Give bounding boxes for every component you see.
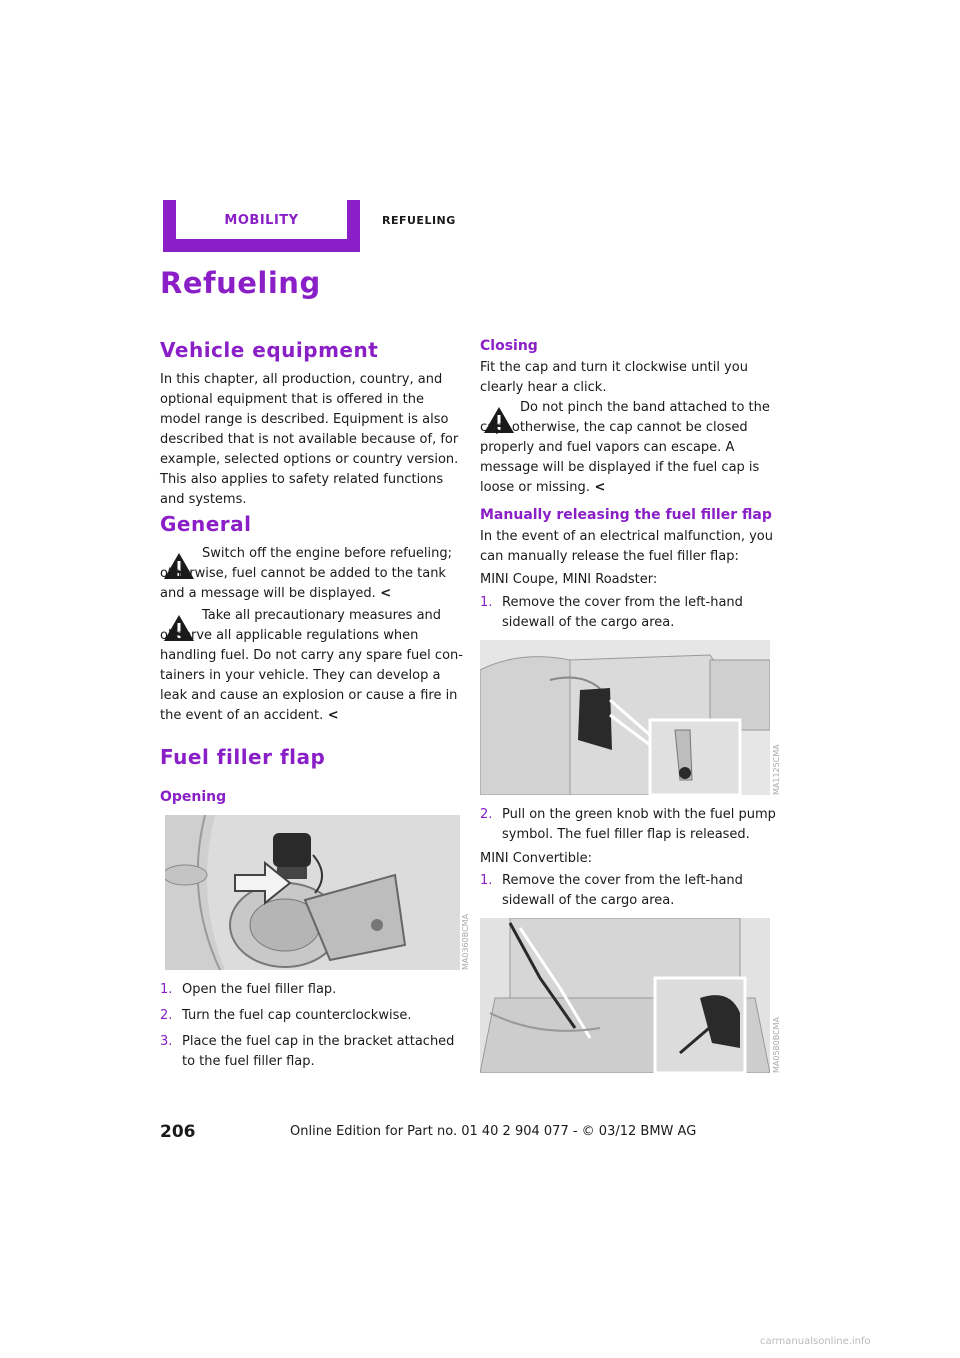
convertible-steps <box>480 871 780 911</box>
coupe-steps-1 <box>480 593 780 633</box>
convertible-label: MINI Convertible: <box>480 851 592 866</box>
opening-steps <box>160 980 466 1072</box>
general-warning-1: Switch off the engine before refueling; otherwise, fuel cannot be added to the tank and a message will be displayed. < <box>160 546 453 601</box>
general-warning-2: Take all precautionary measures and observe all applicable regulations when handling fuel. Do not carry any spare fuel con-tainers in your vehicle. They can develop a leak and cause an explosion or cause a fire in the event of an accident. < <box>160 608 463 723</box>
chapter-tab-label: MOBILITY <box>224 213 299 228</box>
fuel-filler-flap-heading: Fuel filler flap <box>160 745 326 769</box>
running-title: REFUELING <box>382 214 456 227</box>
manual-release-heading: Manually releasing the fuel filler flap <box>480 507 772 523</box>
closing-text: Fit the cap and turn it clockwise until you clearly hear a click. <box>480 360 748 395</box>
edition-line: Online Edition for Part no. 01 40 2 904 077 - © 03/12 BMW AG <box>290 1124 697 1139</box>
vehicle-equipment-heading: Vehicle equipment <box>160 338 379 362</box>
opening-figure-code: MA0360BCMA <box>461 913 470 970</box>
fuel-cap-opening-illustration <box>165 815 460 970</box>
opening-heading: Opening <box>160 789 227 805</box>
convertible-cargo-area-illustration <box>480 918 770 1073</box>
watermark: carmanualsonline.info <box>760 1336 871 1347</box>
list-item: 3. Place the fuel cap in the bracket attached to the fuel filler flap. <box>160 1034 455 1069</box>
list-item: 2. Pull on the green knob with the fuel pump symbol. The fuel filler flap is released. <box>480 807 776 842</box>
coupe-cargo-area-illustration <box>480 640 770 795</box>
list-item: 1. Remove the cover from the left-hand sidewall of the cargo area. <box>480 595 743 630</box>
page-number: 206 <box>160 1122 196 1142</box>
list-item: 1. Remove the cover from the left-hand sidewall of the cargo area. <box>480 873 743 908</box>
coupe-label: MINI Coupe, MINI Roadster: <box>480 572 658 587</box>
list-item: 2. Turn the fuel cap counterclockwise. <box>160 1008 412 1023</box>
vehicle-equipment-text: In this chapter, all production, country, and optional equipment that is offered in the model range is described. Equipment is also described that is not available because of, for example, selected options or country version. This also applies to safety related functions and systems. <box>160 372 459 507</box>
closing-warning: Do not pinch the band attached to the cap; otherwise, the cap cannot be closed properly and fuel vapors can escape. A message will be displayed if the fuel cap is loose or missing. < <box>480 400 770 495</box>
closing-heading: Closing <box>480 338 538 354</box>
manual-release-intro: In the event of an electrical malfunction, you can manually release the fuel filler flap: <box>480 529 773 564</box>
list-item: 1. Open the fuel filler flap. <box>160 982 337 997</box>
coupe-figure-code: MA1125CMA <box>772 744 781 795</box>
coupe-steps-2 <box>480 805 780 845</box>
page-title: Refueling <box>160 266 321 300</box>
general-heading: General <box>160 512 252 536</box>
convertible-figure-code: MA0580BCMA <box>772 1016 781 1073</box>
